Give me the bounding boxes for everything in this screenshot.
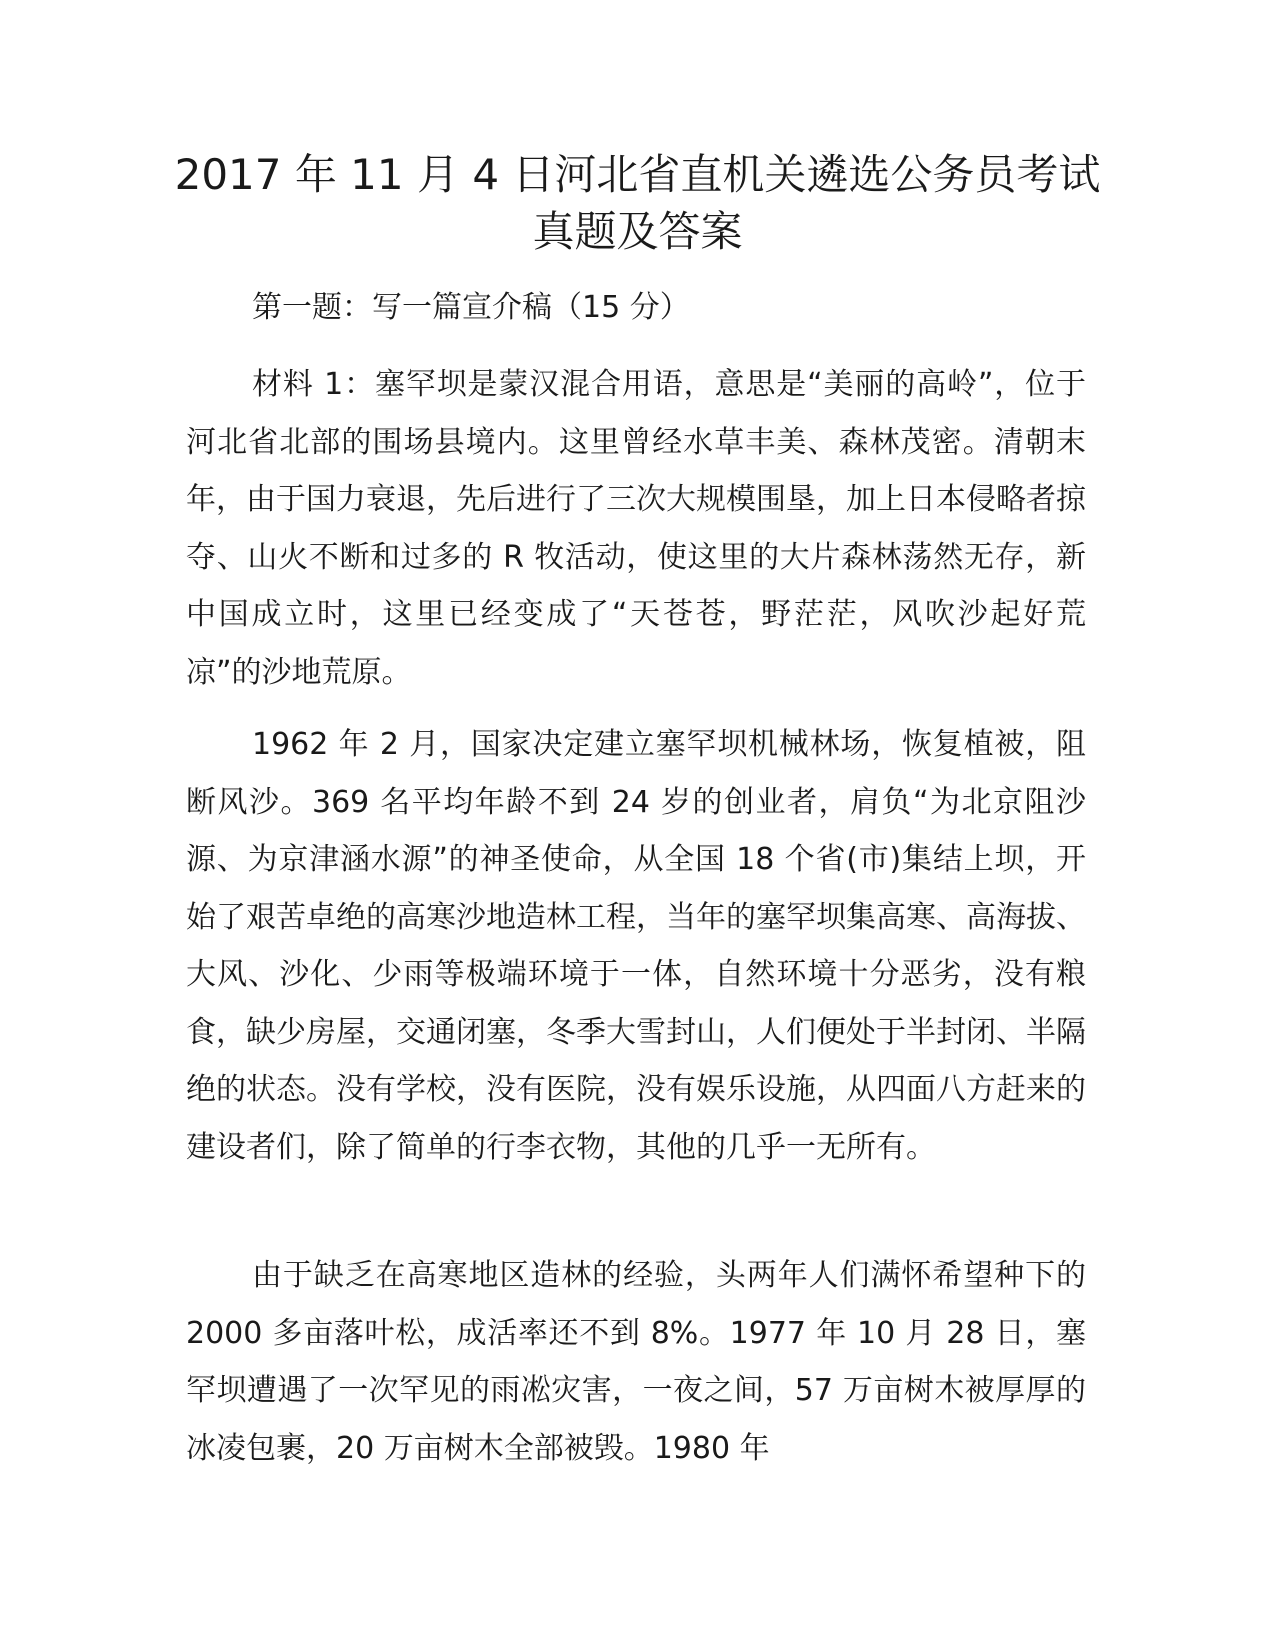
paragraph-afforestation: 由于缺乏在高寒地区造林的经验，头两年人们满怀希望种下的 2000 多亩落叶松，成活率还不到 8%。1977 年 10 月 28 日，塞罕坝遭遇了一次罕见的雨凇灾害，一夜之间，57 万亩树木被厚厚的冰凌包裹，20 万亩树木全部被毁。1980 年 <box>186 1258 1086 1466</box>
document-title <box>160 146 1115 260</box>
title-line-1: 2017 年 11 月 4 日河北省直机关遴选公务员考试 <box>174 150 1101 199</box>
paragraph-material-1: 材料 1：塞罕坝是蒙汉混合用语，意思是“美丽的高岭”，位于河北省北部的围场县境内。这里曾经水草丰美、森林茂密。清朝末年，由于国力衰退，先后进行了三次大规模围垦，加上日本侵略者掠夺、山火不断和过多的 R 牧活动，使这里的大片森林荡然无存，新中国成立时，这里已经变成了“天苍苍，野茫茫，风吹沙起好荒凉”的沙地荒原。 <box>186 367 1086 690</box>
paragraph-1962: 1962 年 2 月，国家决定建立塞罕坝机械林场，恢复植被，阻断风沙。369 名平均年龄不到 24 岁的创业者，肩负“为北京阻沙源、为京津涵水源”的神圣使命，从全国 18 个省(市)集结上坝，开始了艰苦卓绝的高寒沙地造林工程，当年的塞罕坝集高寒、高海拔、大风、沙化、少雨等极端环境于一体，自然环境十分恶劣，没有粮食，缺少房屋，交通闭塞，冬季大雪封山，人们便处于半封闭、半隔绝的状态。没有学校，没有医院，没有娱乐设施，从四面八方赶来的建设者们，除了简单的行李衣物，其他的几乎一无所有。 <box>186 727 1086 1165</box>
title-line-2: 真题及答案 <box>532 207 743 256</box>
question-heading: 第一题：写一篇宣介稿（15 分） <box>252 290 690 325</box>
